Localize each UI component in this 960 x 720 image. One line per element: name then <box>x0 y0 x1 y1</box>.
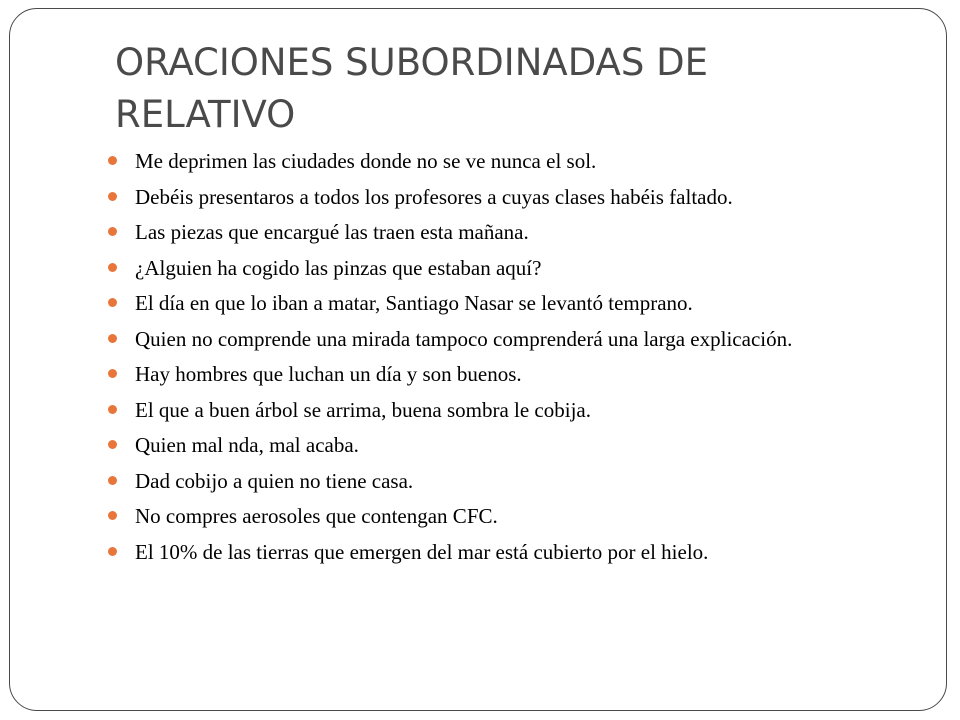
slide-title <box>115 37 915 141</box>
bullet-icon <box>108 547 117 556</box>
list-item <box>105 328 895 351</box>
list-item-text: El 10% de las tierras que emergen del mar está cubierto por el hielo. <box>135 539 709 564</box>
list-item <box>105 221 895 244</box>
list-item-text: El día en que lo iban a matar, Santiago Nasar se levantó temprano. <box>135 291 693 315</box>
bullet-icon <box>108 511 117 520</box>
list-item <box>105 257 895 280</box>
bullet-icon <box>108 440 117 449</box>
list-item <box>105 186 895 209</box>
list-item-text: Debéis presentaros a todos los profesores a cuyas clases habéis faltado. <box>135 184 733 209</box>
list-item-text: Quien mal nda, mal acaba. <box>135 433 359 457</box>
list-item-text: El que a buen árbol se arrima, buena sombra le cobija. <box>135 397 591 422</box>
list-item <box>105 150 895 173</box>
bullet-icon <box>108 263 117 272</box>
bullet-icon <box>108 298 117 307</box>
bullet-icon <box>108 334 117 343</box>
list-item-text: Hay hombres que luchan un día y son buenos. <box>135 362 522 386</box>
list-item-text: Dad cobijo a quien no tiene casa. <box>135 468 414 493</box>
list-item-text: ¿Alguien ha cogido las pinzas que estaban aquí? <box>135 255 542 280</box>
list-item <box>105 505 895 528</box>
list-item <box>105 470 895 493</box>
list-item-text: Me deprimen las ciudades donde no se ve nunca el sol. <box>135 149 597 173</box>
bullet-icon <box>108 227 117 236</box>
slide-title-line-1: ORACIONES SUBORDINADAS DE <box>115 41 708 84</box>
bullet-list <box>105 150 895 576</box>
list-item <box>105 363 895 386</box>
bullet-icon <box>108 156 117 165</box>
bullet-icon <box>108 192 117 201</box>
list-item-text: Quien no comprende una mirada tampoco comprenderá una larga explicación. <box>135 326 793 351</box>
list-item <box>105 434 895 457</box>
bullet-icon <box>108 405 117 414</box>
list-item-text: No compres aerosoles que contengan CFC. <box>135 504 498 528</box>
list-item-text: Las piezas que encargué las traen esta mañana. <box>135 220 529 244</box>
bullet-icon <box>108 369 117 378</box>
list-item <box>105 292 895 315</box>
list-item <box>105 399 895 422</box>
list-item <box>105 541 895 564</box>
bullet-icon <box>108 476 117 485</box>
slide-title-line-2: RELATIVO <box>115 93 296 136</box>
